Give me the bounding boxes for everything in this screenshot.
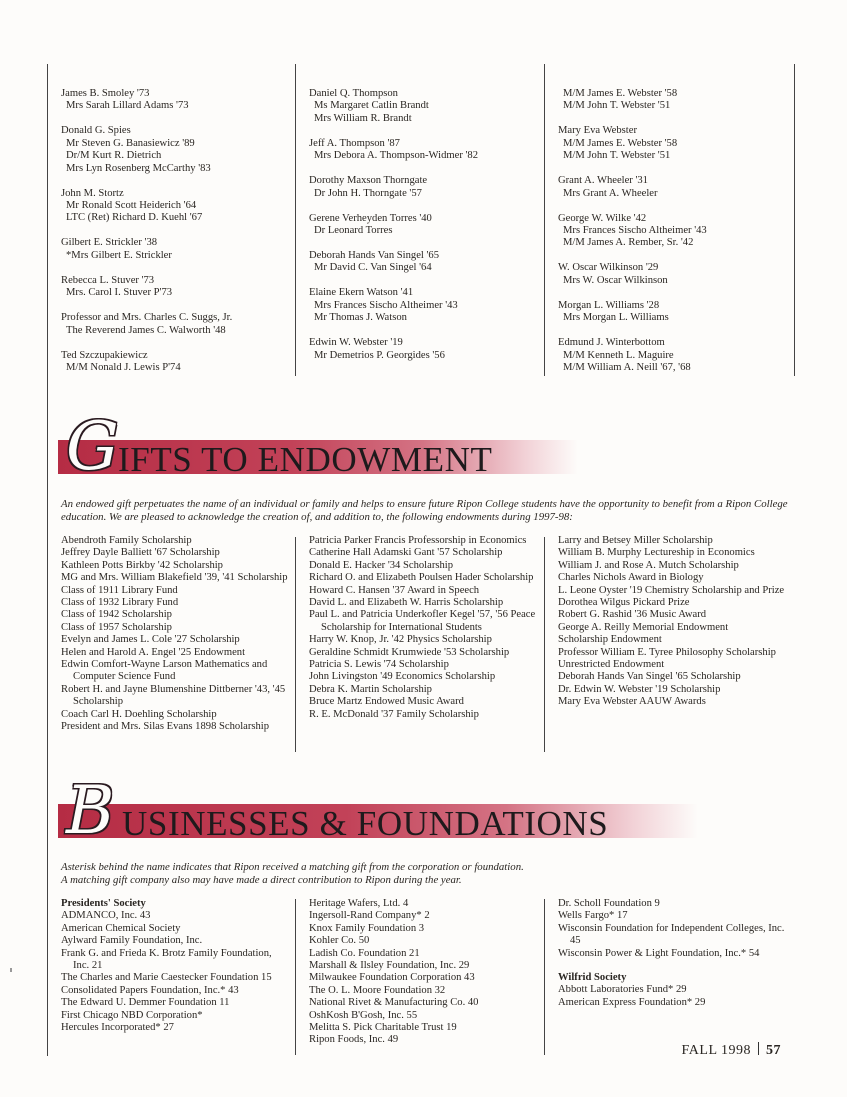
business-item: American Express Foundation* 29 [558,996,706,1008]
business-item: American Chemical Society [61,922,181,934]
honoree-name: W. Oscar Wilkinson '29 [558,262,659,274]
endowment-item: Coach Carl H. Doehling Scholarship [61,708,217,720]
business-item: Ripon Foods, Inc. 49 [309,1034,399,1046]
endowment-item: John Livingston '49 Economics Scholarship [309,671,496,683]
column-rule [794,64,795,376]
honor-entry [61,88,289,113]
business-intro [61,861,791,887]
drop-cap: G [66,408,119,485]
endowment-item: MG and Mrs. William Blakefield '39, '41 Scholarship [61,572,288,584]
endowment-item: Robert H. and Jayne Blumenshine Dittberner '43, '45 Scholarship [61,683,286,708]
honoree-name: Edwin W. Webster '19 [309,337,403,349]
scan-mark [10,968,12,972]
honor-entry [61,350,289,375]
business-item: Consolidated Papers Foundation, Inc.* 43 [61,984,239,996]
endowment-item: Patricia S. Lewis '74 Scholarship [309,659,449,671]
honoree-name: James B. Smoley '73 [61,88,150,99]
endowment-item: Patricia Parker Francis Professorship in Economics [309,535,527,546]
honor-column-1 [61,88,289,387]
honoree-name: Gerene Verheyden Torres '40 [309,212,432,224]
endowment-item: Richard O. and Elizabeth Poulsen Hader Scholarship [309,572,534,584]
endowment-item: Mary Eva Webster AAUW Awards [558,696,706,708]
endowment-item: Charles Nichols Award in Biology [558,572,704,584]
donor-name: M/M John T. Webster '51 [563,100,671,112]
business-item: Wisconsin Foundation for Independent Colleges, Inc. 45 [558,922,785,947]
donor-name: Mr Thomas J. Watson [314,312,407,324]
endowment-item: Robert G. Rashid '36 Music Award [558,609,707,621]
donor-name: M/M William A. Neill '67, '68 [563,362,691,374]
business-item: Abbott Laboratories Fund* 29 [558,984,687,996]
honoree-name: Grant A. Wheeler '31 [558,175,648,187]
honoree-name: Ted Szczupakiewicz [61,349,148,361]
donor-name: Mrs William R. Brandt [314,112,412,124]
footer-divider [758,1042,759,1055]
honoree-name: Rebecca L. Stuver '73 [61,274,155,286]
honor-entry [61,237,289,262]
endowment-item: Dorothea Wilgus Pickard Prize [558,597,690,609]
endowment-item: George A. Reilly Memorial Endowment [558,621,729,633]
society-heading: Wilfrid Society [558,972,627,984]
honoree-name: Mary Eva Webster [558,125,637,137]
column-rule [544,899,545,1055]
endowment-item: Class of 1957 Scholarship [61,621,172,633]
endowment-item: Dr. Edwin W. Webster '19 Scholarship [558,683,721,695]
endowment-item: Paul L. and Patricia Underkofler Kegel '57, '56 Peace Scholarship for International Students [309,609,536,633]
business-item: Frank G. and Frieda K. Brotz Family Foundation, Inc. 21 [61,947,272,972]
endowment-item: David L. and Elizabeth W. Harris Scholarship [309,597,504,609]
honoree-name: Elaine Ekern Watson '41 [309,287,414,299]
donor-name: Mrs Frances Sischo Altheimer '43 [314,299,458,311]
donor-name: Ms Margaret Catlin Brandt [314,100,429,112]
endowment-item: Debra K. Martin Scholarship [309,683,432,695]
endowment-item: Evelyn and James L. Cole '27 Scholarship [61,634,240,646]
endowment-item: Catherine Hall Adamski Gant '57 Scholarship [309,547,503,559]
donor-name: Dr Leonard Torres [314,225,393,237]
donor-name: M/M John T. Webster '51 [563,150,671,162]
endowment-item: Professor William E. Tyree Philosophy Scholarship [558,646,776,658]
endowment-item: Helen and Harold A. Engel '25 Endowment [61,646,246,658]
endowment-item: Abendroth Family Scholarship [61,535,192,546]
donor-name: M/M James A. Rember, Sr. '42 [563,237,694,249]
business-item: Heritage Wafers, Ltd. 4 [309,898,409,909]
honoree-name: Deborah Hands Van Singel '65 [309,250,439,262]
page-number: 57 [766,1043,781,1058]
honor-entry [558,88,786,113]
donor-name: Mrs. Carol I. Stuver P'73 [66,287,173,299]
endowment-item: Donald E. Hacker '34 Scholarship [309,559,454,571]
honoree-name: Daniel Q. Thompson [309,88,398,99]
honoree-name: Edmund J. Winterbottom [558,337,665,349]
donor-name: Mr Demetrios P. Georgides '56 [314,349,445,361]
donor-name: Mrs Debora A. Thompson-Widmer '82 [314,150,478,162]
business-item: Knox Family Foundation 3 [309,922,425,934]
endowment-item: R. E. McDonald '37 Family Scholarship [309,708,479,720]
column-rule [295,64,296,376]
issue-label: FALL 1998 [681,1043,751,1058]
business-item: The Edward U. Demmer Foundation 11 [61,997,230,1009]
endowment-item: Edwin Comfort-Wayne Larson Mathematics and Computer Science Fund [61,659,268,683]
donor-name: Dr John H. Thorngate '57 [314,187,422,199]
endowment-item: President and Mrs. Silas Evans 1898 Scholarship [61,721,270,733]
honor-entry [309,337,537,362]
endowment-item: Geraldine Schmidt Krumwiede '53 Scholarship [309,646,510,658]
honor-entry [309,250,537,275]
business-item: Aylward Family Foundation, Inc. [61,935,203,947]
donor-name: The Reverend James C. Walworth '48 [66,324,226,336]
business-item: Dr. Scholl Foundation 9 [558,898,660,909]
business-item: National Rivet & Manufacturing Co. 40 [309,997,479,1009]
honor-entry [309,213,537,238]
business-item: Hercules Incorporated* 27 [61,1022,174,1034]
business-item: First Chicago NBD Corporation* [61,1009,203,1021]
honoree-name: Morgan L. Williams '28 [558,299,660,311]
honor-entry [558,300,786,325]
honoree-name: John M. Stortz [61,187,124,199]
gifts-column-3 [558,535,786,709]
honor-column-3 [558,88,786,387]
donor-name: Mrs Frances Sischo Altheimer '43 [563,225,707,237]
intro-line: A matching gift company also may have made a direct contribution to Ripon during the year. [61,874,462,886]
endowment-item: Scholarship Endowment [558,634,662,646]
donor-name: *Mrs Gilbert E. Strickler [66,249,172,261]
honor-entry [309,287,537,324]
honor-entry [61,125,289,175]
donor-name: M/M Kenneth L. Maguire [563,349,674,361]
honor-entry [558,175,786,200]
honor-entry [61,275,289,300]
business-item: Marshall & Ilsley Foundation, Inc. 29 [309,960,470,972]
endowment-item: Class of 1942 Scholarship [61,609,172,621]
business-item: Wisconsin Power & Light Foundation, Inc.* 54 [558,947,760,959]
gifts-column-2 [309,535,537,721]
honoree-name: Jeff A. Thompson '87 [309,137,400,149]
endowment-item: Howard C. Hansen '37 Award in Speech [309,584,480,596]
donor-name: LTC (Ret) Richard D. Kuehl '67 [66,212,203,224]
business-heading-banner [58,772,698,849]
endowment-item: Deborah Hands Van Singel '65 Scholarship [558,671,741,683]
business-item: Ingersoll-Rand Company* 2 [309,910,430,922]
endowment-item: Class of 1932 Library Fund [61,597,179,609]
business-item: Melitta S. Pick Charitable Trust 19 [309,1022,457,1034]
business-column-1 [61,898,289,1034]
drop-cap: B [66,772,115,849]
honor-entry [558,125,786,162]
business-item: The O. L. Moore Foundation 32 [309,984,446,996]
honor-entry [558,213,786,250]
endowment-item: L. Leone Oyster '19 Chemistry Scholarship and Prize [558,584,785,596]
honoree-name: George W. Wilke '42 [558,212,647,224]
honor-entry [309,175,537,200]
honor-entry [558,262,786,287]
honoree-name: M/M James E. Webster '58 [563,88,678,99]
business-item: The Charles and Marie Caestecker Foundation 15 [61,972,272,984]
gifts-column-1 [61,535,289,734]
column-rule [295,537,296,752]
business-column-2 [309,898,537,1047]
donor-name: M/M Nonald J. Lewis P'74 [66,362,181,374]
donor-name: Mrs Grant A. Wheeler [563,187,658,199]
business-item: Milwaukee Foundation Corporation 43 [309,972,475,984]
honor-entry [61,188,289,225]
donor-name: M/M James E. Webster '58 [563,137,678,149]
business-item: Wells Fargo* 17 [558,910,628,922]
spacer [558,960,786,972]
business-column-3 [558,898,786,1009]
donor-name: Mrs Lyn Rosenberg McCarthy '83 [66,162,211,174]
column-rule [544,64,545,376]
section-heading: IFTS TO ENDOWMENT [118,440,493,479]
endowment-item: Jeffrey Dayle Balliett '67 Scholarship [61,547,220,559]
intro-line: Asterisk behind the name indicates that Ripon received a matching gift from the corporation or foundation. [61,861,524,873]
endowment-item: Harry W. Knop, Jr. '42 Physics Scholarship [309,634,492,646]
gifts-intro: An endowed gift perpetuates the name of an individual or family and helps to ensure future Ripon College students have the opportunity to benefit from a Ripon College education. We are pleased to acknowledge the creation of, and addition to, the following endowments during 1997-98: [61,498,788,523]
endowment-item: Bruce Martz Endowed Music Award [309,696,464,708]
honor-entry [309,88,537,125]
honoree-name: Gilbert E. Strickler '38 [61,237,158,249]
donor-name: Mrs Morgan L. Williams [563,312,669,324]
business-item: OshKosh B'Gosh, Inc. 55 [309,1009,418,1021]
endowment-item: Kathleen Potts Birkby '42 Scholarship [61,559,223,571]
endowment-item: Unrestricted Endowment [558,659,665,671]
donor-name: Mr Steven G. Banasiewicz '89 [66,137,195,149]
donor-name: Mrs W. Oscar Wilkinson [563,274,668,286]
page-footer [682,1042,781,1059]
endowment-item: William J. and Rose A. Mutch Scholarship [558,559,739,571]
donor-name: Mrs Sarah Lillard Adams '73 [66,100,189,112]
donor-name: Dr/M Kurt R. Dietrich [66,150,162,162]
gifts-heading-banner [58,408,578,485]
column-rule [47,64,48,1056]
endowment-item: William B. Murphy Lectureship in Economics [558,547,755,559]
section-heading: USINESSES & FOUNDATIONS [122,804,609,843]
business-item: ADMANCO, Inc. 43 [61,910,151,922]
honor-entry [558,337,786,374]
business-item: Ladish Co. Foundation 21 [309,947,420,959]
endowment-item: Class of 1911 Library Fund [61,584,178,596]
honoree-name: Dorothy Maxson Thorngate [309,175,428,187]
honoree-name: Donald G. Spies [61,125,131,137]
endowment-item: Larry and Betsey Miller Scholarship [558,535,713,546]
donor-name: Mr David C. Van Singel '64 [314,262,432,274]
honor-column-2 [309,88,537,375]
honoree-name: Professor and Mrs. Charles C. Suggs, Jr. [61,312,233,324]
business-item: Kohler Co. 50 [309,935,370,947]
honor-entry [309,138,537,163]
donor-name: Mr Ronald Scott Heiderich '64 [66,200,197,212]
honor-entry [61,312,289,337]
column-rule [295,899,296,1055]
column-rule [544,537,545,752]
society-heading: Presidents' Society [61,898,146,909]
